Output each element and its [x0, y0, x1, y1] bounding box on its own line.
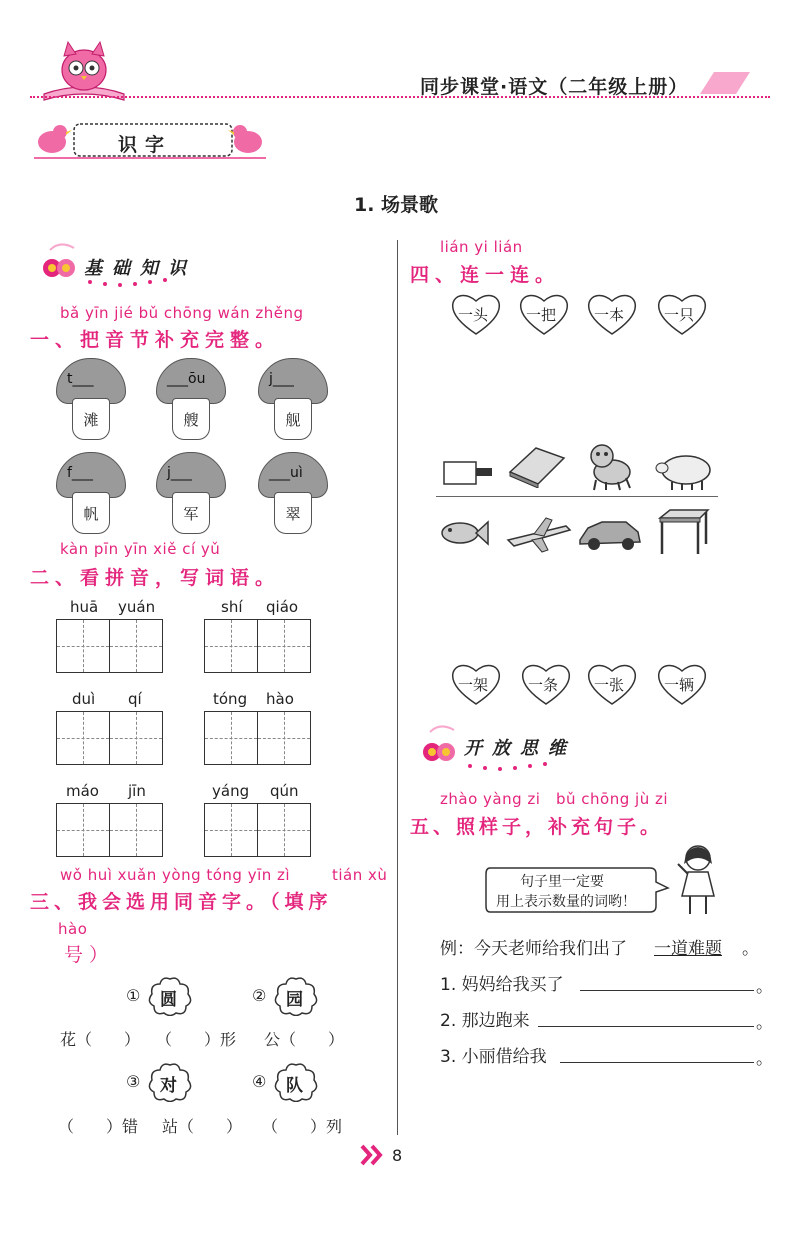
- airplane-icon[interactable]: [504, 514, 572, 554]
- flower-char: 圆: [160, 990, 177, 1010]
- heart-top-label[interactable]: 一把: [526, 306, 557, 324]
- q3-pinyin-3: hào: [58, 920, 88, 938]
- page-number: 8: [392, 1146, 403, 1165]
- double-chevron-icon: [360, 1144, 384, 1166]
- blank-fill[interactable]: （ ）形: [156, 1030, 237, 1049]
- sentence-end: 。: [756, 1049, 773, 1069]
- grid-pinyin: shí: [221, 598, 243, 616]
- bubble-line-1: 句子里一定要: [520, 874, 604, 890]
- q3-title-2: 号）: [64, 944, 115, 966]
- flower-char: 队: [286, 1076, 303, 1096]
- q5-pinyin-2: bǔ chōng jù zi: [556, 790, 669, 808]
- grid-pinyin: yuán: [118, 598, 156, 616]
- section-basic-title: 基础知识: [84, 258, 196, 279]
- writing-grid[interactable]: [56, 711, 163, 765]
- header-owl-book-logo: [36, 40, 132, 104]
- heart-bottom-label[interactable]: 一辆: [664, 676, 695, 694]
- banner-label: 识字: [118, 134, 173, 156]
- mushroom-char: 艘: [172, 398, 210, 440]
- heart-bottom-label[interactable]: 一架: [458, 676, 489, 694]
- q5-pinyin: zhào yàng zi: [440, 790, 541, 808]
- q5-title: 五、照样子，补充句子。: [410, 816, 664, 838]
- blank-fill[interactable]: （ ）错: [58, 1117, 139, 1136]
- grid-pinyin: máo: [66, 782, 99, 800]
- car-icon[interactable]: [576, 516, 644, 552]
- tiger-icon[interactable]: [582, 440, 638, 492]
- knife-icon[interactable]: [440, 452, 496, 492]
- heart-bottom-label[interactable]: 一条: [528, 676, 559, 694]
- blank-fill[interactable]: 公（ ）: [264, 1030, 345, 1049]
- mushroom-char: 舰: [274, 398, 312, 440]
- mushroom-6: [258, 452, 328, 534]
- blank-fill[interactable]: （ ）列: [262, 1117, 343, 1136]
- grid-pinyin: qún: [270, 782, 299, 800]
- flower-char: 园: [286, 990, 303, 1010]
- grid-pinyin: hào: [266, 690, 294, 708]
- sentence-end: 。: [756, 1013, 773, 1033]
- heart-top-label[interactable]: 一只: [664, 306, 695, 324]
- option-number: ③: [126, 1072, 141, 1091]
- mushroom-1: [56, 358, 126, 440]
- q3-pinyin: wǒ huì xuǎn yòng tóng yīn zì: [60, 866, 291, 884]
- heart-bottom-label[interactable]: 一张: [594, 676, 625, 694]
- mushroom-5: [156, 452, 226, 534]
- grid-pinyin: qiáo: [266, 598, 299, 616]
- blank-fill[interactable]: 花（ ）: [60, 1030, 141, 1049]
- answer-line[interactable]: [560, 1062, 754, 1063]
- grid-pinyin: huā: [70, 598, 99, 616]
- option-number: ①: [126, 986, 141, 1005]
- q2-title: 二、看拼音，写词语。: [30, 567, 281, 589]
- separator-line: [436, 496, 718, 497]
- writing-grid[interactable]: [204, 619, 311, 673]
- girl-icon: [672, 842, 724, 918]
- example-end: 。: [742, 939, 759, 959]
- writing-grid[interactable]: [56, 803, 163, 857]
- sentence-3: 3. 小丽借给我: [440, 1047, 547, 1067]
- q2-pinyin: kàn pīn yīn xiě cí yǔ: [60, 540, 221, 558]
- example-prefix: 例：今天老师给我们出了: [440, 939, 627, 959]
- grid-pinyin: yáng: [212, 782, 250, 800]
- mushroom-cap-text[interactable]: j___: [167, 465, 192, 481]
- fish-icon[interactable]: [438, 516, 490, 550]
- header-title: 同步课堂·语文（二年级上册）: [420, 76, 689, 98]
- example-underlined: 一道难题: [654, 939, 722, 959]
- mushroom-2: [156, 358, 226, 440]
- heart-top-label[interactable]: 一头: [458, 306, 489, 324]
- mushroom-char: 翠: [274, 492, 312, 534]
- grid-pinyin: qí: [128, 690, 142, 708]
- q3-title: 三、我会选用同音字。（填序: [30, 891, 333, 913]
- mushroom-cap-text[interactable]: ___uì: [269, 465, 303, 481]
- writing-grid[interactable]: [204, 711, 311, 765]
- mushroom-char: 军: [172, 492, 210, 534]
- q3-pinyin-2: tián xù: [332, 866, 388, 884]
- lesson-title: 1. 场景歌: [354, 194, 439, 216]
- mushroom-cap-text[interactable]: t___: [67, 371, 94, 387]
- mushroom-char: 帆: [72, 492, 110, 534]
- mushroom-char: 滩: [72, 398, 110, 440]
- mushroom-3: [258, 358, 328, 440]
- sentence-2: 2. 那边跑来: [440, 1011, 530, 1031]
- sentence-1: 1. 妈妈给我买了: [440, 975, 564, 995]
- mushroom-cap-text[interactable]: f___: [67, 465, 93, 481]
- mushroom-cap-text[interactable]: j___: [269, 371, 294, 387]
- bubble-line-2: 用上表示数量的词哟！: [496, 894, 636, 910]
- q1-title: 一、把音节补充完整。: [30, 329, 281, 351]
- header-pink-tab: [700, 70, 750, 96]
- column-divider: [397, 240, 398, 1135]
- grid-pinyin: duì: [72, 690, 96, 708]
- answer-line[interactable]: [580, 990, 754, 991]
- pig-icon[interactable]: [654, 448, 718, 492]
- mushroom-cap-text[interactable]: ___ōu: [167, 371, 206, 387]
- flower-char: 对: [160, 1076, 177, 1096]
- blank-fill[interactable]: 站（ ）: [162, 1117, 243, 1136]
- header-dotted-line: [30, 96, 770, 98]
- option-number: ④: [252, 1072, 267, 1091]
- mushroom-4: [56, 452, 126, 534]
- sentence-end: 。: [756, 977, 773, 997]
- q1-pinyin: bǎ yīn jié bǔ chōng wán zhěng: [60, 304, 304, 322]
- heart-top-label[interactable]: 一本: [594, 306, 625, 324]
- writing-grid[interactable]: [204, 803, 311, 857]
- writing-grid[interactable]: [56, 619, 163, 673]
- answer-line[interactable]: [538, 1026, 754, 1027]
- q4-title: 四、连一连。: [410, 264, 561, 286]
- table-icon[interactable]: [656, 508, 712, 556]
- grid-pinyin: jīn: [128, 782, 146, 800]
- book-icon[interactable]: [506, 442, 568, 488]
- option-number: ②: [252, 986, 267, 1005]
- grid-pinyin: tóng: [213, 690, 248, 708]
- q4-pinyin: lián yi lián: [440, 238, 523, 256]
- section-open-title: 开放思维: [464, 738, 576, 759]
